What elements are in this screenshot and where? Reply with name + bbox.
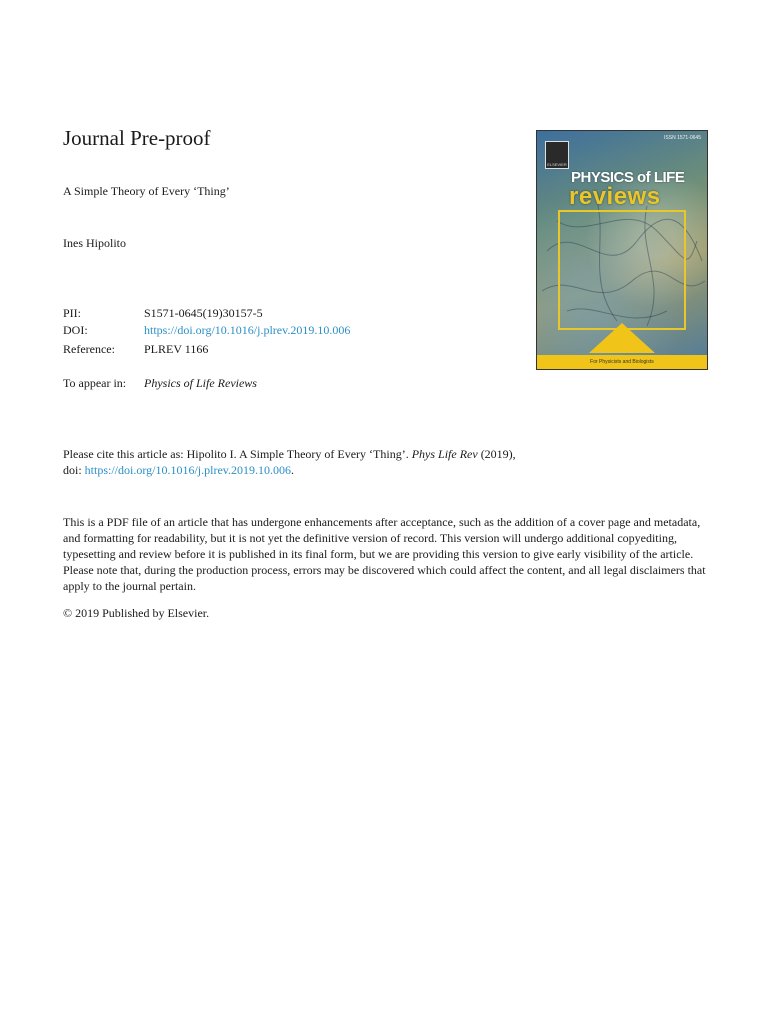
cover-issn: ISSN 1571-0645 <box>664 135 701 141</box>
cover-footer-band <box>537 355 707 369</box>
doi-label: DOI: <box>63 323 88 337</box>
pii-value: S1571-0645(19)30157-5 <box>144 306 263 320</box>
citation-doi-label: doi: <box>63 463 85 477</box>
citation-paragraph <box>63 446 723 478</box>
disclaimer-paragraph: This is a PDF file of an article that has undergone enhancements after acceptance, such as the addition of a cover page and metadata, and formatting for readability, but it is not yet the definitive version of record. This version will undergo additional copyediting, typesetting and review before it is published in its final form, but we are providing this version to give early visibility of the article. Please note that, during the production process, errors may be discovered which could affect the content, and all legal disclaimers that apply to the journal pertain. <box>63 515 706 593</box>
elsevier-logo-text: ELSEVIER <box>547 162 567 167</box>
citation-year: (2019), <box>477 447 516 461</box>
copyright-notice: © 2019 Published by Elsevier. <box>63 606 210 620</box>
doi-link[interactable]: https://doi.org/10.1016/j.plrev.2019.10.006 <box>144 323 351 337</box>
cover-footer-text: For Physicists and Biologists <box>590 359 654 365</box>
cover-title-line1: PHYSICS of LIFE <box>571 169 685 186</box>
journal-cover-image <box>536 130 708 370</box>
appear-in-label: To appear in: <box>63 376 127 390</box>
reference-value: PLREV 1166 <box>144 342 209 356</box>
journal-name: Physics of Life Reviews <box>144 376 257 390</box>
reference-label: Reference: <box>63 342 115 356</box>
pii-label: PII: <box>63 306 81 320</box>
author-name: Ines Hipolito <box>63 236 126 250</box>
citation-journal: Phys Life Rev <box>411 447 478 461</box>
elsevier-logo <box>545 141 569 169</box>
cover-title-line2: reviews <box>569 183 661 210</box>
citation-doi-link[interactable]: https://doi.org/10.1016/j.plrev.2019.10.006 <box>84 463 292 477</box>
citation-prefix: Please cite this article as: Hipolito I. A Simple Theory of Every ‘Thing’. <box>63 447 412 461</box>
page-heading: Journal Pre-proof <box>63 126 211 150</box>
article-title: A Simple Theory of Every ‘Thing’ <box>63 184 230 198</box>
citation-end: . <box>291 463 295 477</box>
